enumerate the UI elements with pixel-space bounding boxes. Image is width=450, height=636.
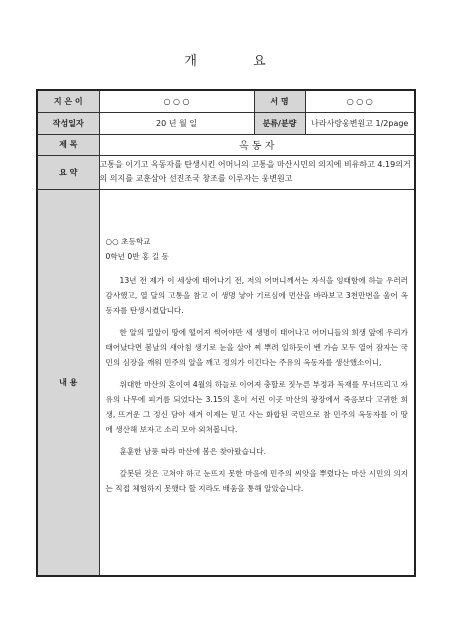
student-line: 0학년 0반 홍 길 동	[105, 251, 169, 261]
paragraph-4: 훈훈한 남풍 따라 마산에 봄은 찾아왔습니다.	[119, 446, 267, 456]
paragraph-5: 갈봇된 것은 고쳐야 하고 눈뜨지 못한 마음에 민주의 씨앗을 뿌렸다는 마산 시민의 의지는 직접 체험하지 못했다 할 지라도 배움을 통해 알았습니다.	[105, 468, 408, 493]
summary-label: 요 약	[37, 155, 99, 189]
date-row	[37, 112, 415, 134]
signature-label: 서 명	[254, 90, 305, 112]
author-label: 지 은 이	[37, 90, 99, 112]
subject-value: 옥 동 자	[99, 134, 415, 155]
subject-label: 제 목	[37, 134, 99, 155]
category-label: 분류/분량	[254, 112, 305, 134]
subject-row	[37, 134, 415, 155]
content-label: 내 용	[37, 189, 99, 576]
page-title: 개 요	[184, 54, 292, 69]
summary-row	[37, 155, 415, 189]
date-value: 20 년 월 일	[99, 112, 254, 134]
paragraph-3: 위대한 마산의 혼이여 4월의 하늘로 이어져 충할로 짓누른 부정과 독재를 무너뜨리고 자유의 나무에 피거름 되었다는 3.15의 혼이 서린 이곳 마산의 광장에서 죽음보다 고귀한 희생, 뜨거운 그 정신 담아 새겨 이제는 믿고 사는 화합된 국민으로 참 민주의 옥동자를 이 땅에 생산해 보자고 소리 모아 외쳐봅니다.	[105, 379, 408, 434]
school-line: ○○ 초등학교	[105, 236, 151, 246]
category-value: 나라사랑웅변원고 1/2page	[305, 112, 415, 134]
content-row	[37, 189, 415, 576]
author-value: ○ ○ ○	[99, 90, 254, 112]
paragraph-2: 한 알의 밀알이 땅에 떨어져 썩어야만 새 생명이 태어나고 어머니들의 희생 앞에 우리가 태어났다면 봄날의 새아침 생기로 눈을 살아 찌 뿌려 일하듯이 벤 가슴 모두 열어 잠자는 국민의 심장을 깨워 민주의 알을 깨고 정의가 이긴다는 주유의 옥동자를 생산했소이니,	[105, 327, 408, 367]
signature-value: ○ ○ ○	[305, 90, 415, 112]
summary-value: 고통을 이기고 옥동자를 탄생시킨 어머니의 고통을 마산시민의 의지에 비유하고 4.19의거의 의지를 교훈삼아 선진조국 창조를 이루자는 웅변원고	[99, 155, 415, 189]
content-body	[100, 190, 415, 496]
paragraph-1: 13년 전 제가 이 세상에 태어나기 전, 저의 어머니께서는 자식을 잉태함에 하늘 우러러 감사했고, 열 달의 고통을 참고 이 생명 낳아 기르심에 먼산을 바라보고 3천만번을 울어 옥동자를 탄생시켰답니다.	[105, 275, 408, 315]
summary-form-table	[36, 89, 416, 577]
date-label: 작성일자	[37, 112, 99, 134]
content-cell	[99, 189, 415, 576]
author-row	[37, 90, 415, 112]
